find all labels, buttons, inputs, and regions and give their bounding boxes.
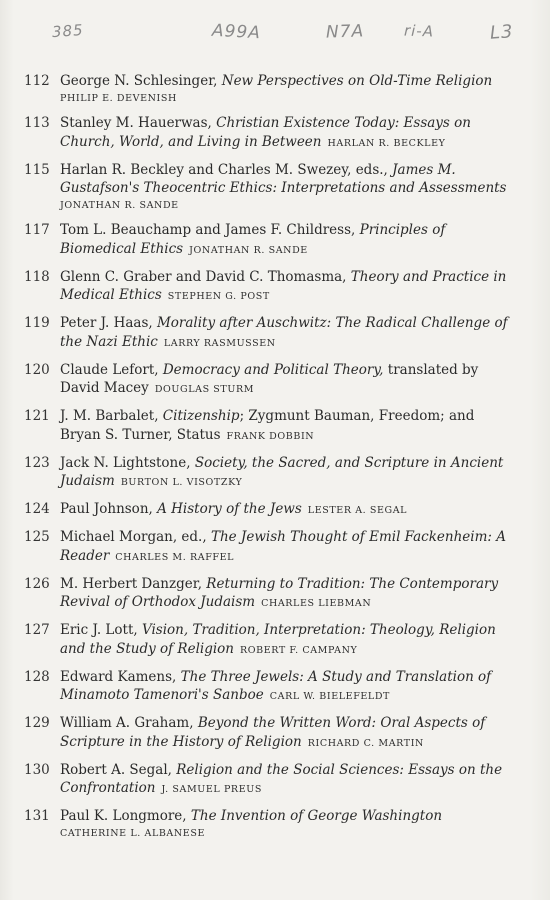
- entry-title: Citizenship: [162, 408, 240, 424]
- entry-citation: [60, 761, 514, 800]
- entry-reviewer: LARRY RASMUSSEN: [163, 337, 276, 349]
- entry-citation: [60, 668, 514, 707]
- review-entry: [24, 500, 514, 521]
- entry-authors: Peter J. Haas,: [60, 315, 153, 331]
- entry-page-number: 113: [24, 115, 50, 131]
- review-entry: [24, 114, 514, 153]
- review-entry: [24, 72, 514, 107]
- entry-page-number: 129: [24, 715, 50, 731]
- entry-extra: translated by David Macey: [60, 361, 479, 396]
- entry-title: Society, the Sacred, and Scripture in Ancient Judaism: [60, 454, 504, 489]
- review-entry: [24, 668, 514, 707]
- entry-page-number: 127: [24, 622, 50, 638]
- entry-page-number: 118: [24, 268, 50, 285]
- entry-citation: [60, 114, 514, 153]
- review-entry: [24, 807, 514, 842]
- entry-authors: Robert A. Segal,: [60, 761, 172, 778]
- review-entry: [24, 621, 514, 660]
- entry-citation: [60, 361, 514, 400]
- entry-reviewer: J. SAMUEL PREUS: [161, 784, 262, 795]
- entry-page-number: 131: [24, 808, 50, 824]
- entry-citation: [60, 621, 514, 660]
- entry-reviewer: STEPHEN G. POST: [167, 291, 270, 302]
- entry-citation: [60, 161, 514, 214]
- entry-page-number: 115: [24, 161, 50, 178]
- entry-title: Returning to Tradition: The Contemporary Revival of Orthodox Judaism: [60, 575, 499, 610]
- review-entry: [24, 407, 514, 446]
- entry-title: The Jewish Thought of Emil Fackenheim: A Reader: [60, 529, 506, 564]
- entry-page-number: 128: [24, 668, 50, 685]
- entry-authors: Paul Johnson,: [60, 501, 153, 517]
- review-list: [24, 72, 514, 849]
- review-entry: [24, 528, 514, 567]
- review-entry: [24, 575, 514, 614]
- review-entry: [24, 761, 514, 800]
- entry-citation: [60, 528, 514, 567]
- entry-citation: [60, 454, 514, 493]
- entry-reviewer: JONATHAN R. SANDE: [60, 199, 179, 211]
- entry-page-number: 126: [24, 575, 50, 592]
- review-entry: [24, 268, 514, 307]
- entry-reviewer: LESTER A. SEGAL: [307, 505, 408, 516]
- entry-authors: Paul K. Longmore,: [60, 808, 187, 824]
- entry-title: The Invention of George Washington: [190, 808, 443, 824]
- entry-title: James M. Gustafson's Theocentric Ethics: Interpretations and Assessments: [60, 161, 507, 196]
- review-entry: [24, 314, 514, 353]
- entry-authors: J. M. Barbalet,: [60, 408, 159, 424]
- handwritten-note: A99A: [211, 20, 262, 44]
- entry-citation: [60, 221, 514, 260]
- entry-page-number: 125: [24, 529, 50, 545]
- entry-reviewer: CATHERINE L. ALBANESE: [60, 827, 205, 839]
- entry-reviewer: CHARLES LIEBMAN: [261, 598, 372, 609]
- entry-title: Theory and Practice in Medical Ethics: [60, 268, 507, 303]
- entry-authors: Edward Kamens,: [60, 668, 177, 685]
- entry-reviewer: CARL W. BIELEFELDT: [269, 691, 390, 702]
- entry-reviewer: FRANK DOBBIN: [226, 430, 315, 442]
- entry-authors: George N. Schlesinger,: [60, 73, 218, 89]
- review-entry: [24, 714, 514, 753]
- handwritten-annotations: [0, 22, 550, 52]
- entry-title: Christian Existence Today: Essays on Church, World, and Living in Between: [60, 115, 471, 150]
- handwritten-note: 385: [51, 20, 85, 42]
- entry-authors: Claude Lefort,: [60, 361, 159, 378]
- entry-page-number: 120: [24, 361, 50, 378]
- entry-reviewer: CHARLES M. RAFFEL: [115, 551, 235, 563]
- entry-title: Religion and the Social Sciences: Essays on the Confrontation: [60, 761, 503, 796]
- entry-authors: M. Herbert Danzger,: [60, 575, 202, 592]
- review-entry: [24, 161, 514, 214]
- handwritten-note: N7A: [325, 21, 365, 43]
- entry-title: Beyond the Written Word: Oral Aspects of Scripture in the History of Religion: [60, 715, 486, 750]
- entry-authors: Harlan R. Beckley and Charles M. Swezey, eds.,: [60, 161, 388, 178]
- entry-reviewer: ROBERT F. CAMPANY: [240, 644, 358, 656]
- entry-reviewer: JONATHAN R. SANDE: [189, 244, 308, 256]
- entry-reviewer: RICHARD C. MARTIN: [307, 737, 424, 749]
- entry-page-number: 112: [24, 73, 50, 89]
- entry-page-number: 123: [24, 454, 50, 471]
- entry-title: New Perspectives on Old-Time Religion: [221, 73, 493, 89]
- entry-citation: [60, 268, 514, 307]
- entry-citation: [60, 314, 514, 353]
- entry-citation: [60, 575, 514, 614]
- entry-authors: Jack N. Lightstone,: [60, 454, 191, 471]
- entry-title: Morality after Auschwitz: The Radical Challenge of the Nazi Ethic: [60, 315, 508, 350]
- entry-reviewer: HARLAN R. BECKLEY: [327, 137, 446, 149]
- entry-reviewer: BURTON L. VISOTZKY: [120, 477, 243, 488]
- entry-page-number: 119: [24, 315, 50, 331]
- entry-reviewer: PHILIP E. DEVENISH: [60, 92, 177, 104]
- entry-reviewer: DOUGLAS STURM: [154, 384, 255, 395]
- entry-authors: Glenn C. Graber and David C. Thomasma,: [60, 268, 347, 285]
- entry-title: Democracy and Political Theory,: [162, 361, 384, 378]
- review-entry: [24, 361, 514, 400]
- entry-title: Principles of Biomedical Ethics: [60, 222, 446, 257]
- entry-title: The Three Jewels: A Study and Translation of Minamoto Tamenori's Sanboe: [60, 668, 492, 703]
- entry-page-number: 130: [24, 761, 50, 778]
- entry-citation: [60, 407, 514, 446]
- entry-title: A History of the Jews: [157, 501, 302, 517]
- handwritten-note: ri-A: [403, 21, 435, 41]
- entry-authors: Stanley M. Hauerwas,: [60, 115, 212, 131]
- entry-page-number: 117: [24, 222, 50, 238]
- entry-extra: ; Zygmunt Bauman, Freedom; and Bryan S. Turner, Status: [60, 408, 475, 443]
- entry-citation: [60, 714, 514, 753]
- entry-authors: Tom L. Beauchamp and James F. Childress,: [60, 222, 356, 238]
- handwritten-note: L3: [489, 21, 515, 44]
- entry-page-number: 121: [24, 408, 50, 424]
- entry-citation: [60, 500, 514, 521]
- entry-authors: Michael Morgan, ed.,: [60, 529, 207, 545]
- entry-title: Vision, Tradition, Interpretation: Theology, Religion and the Study of Religion: [60, 622, 496, 657]
- review-entry: [24, 221, 514, 260]
- entry-citation: [60, 72, 514, 107]
- entry-citation: [60, 807, 514, 842]
- entry-authors: William A. Graham,: [60, 715, 194, 731]
- review-entry: [24, 454, 514, 493]
- entry-page-number: 124: [24, 501, 50, 517]
- entry-authors: Eric J. Lott,: [60, 622, 138, 638]
